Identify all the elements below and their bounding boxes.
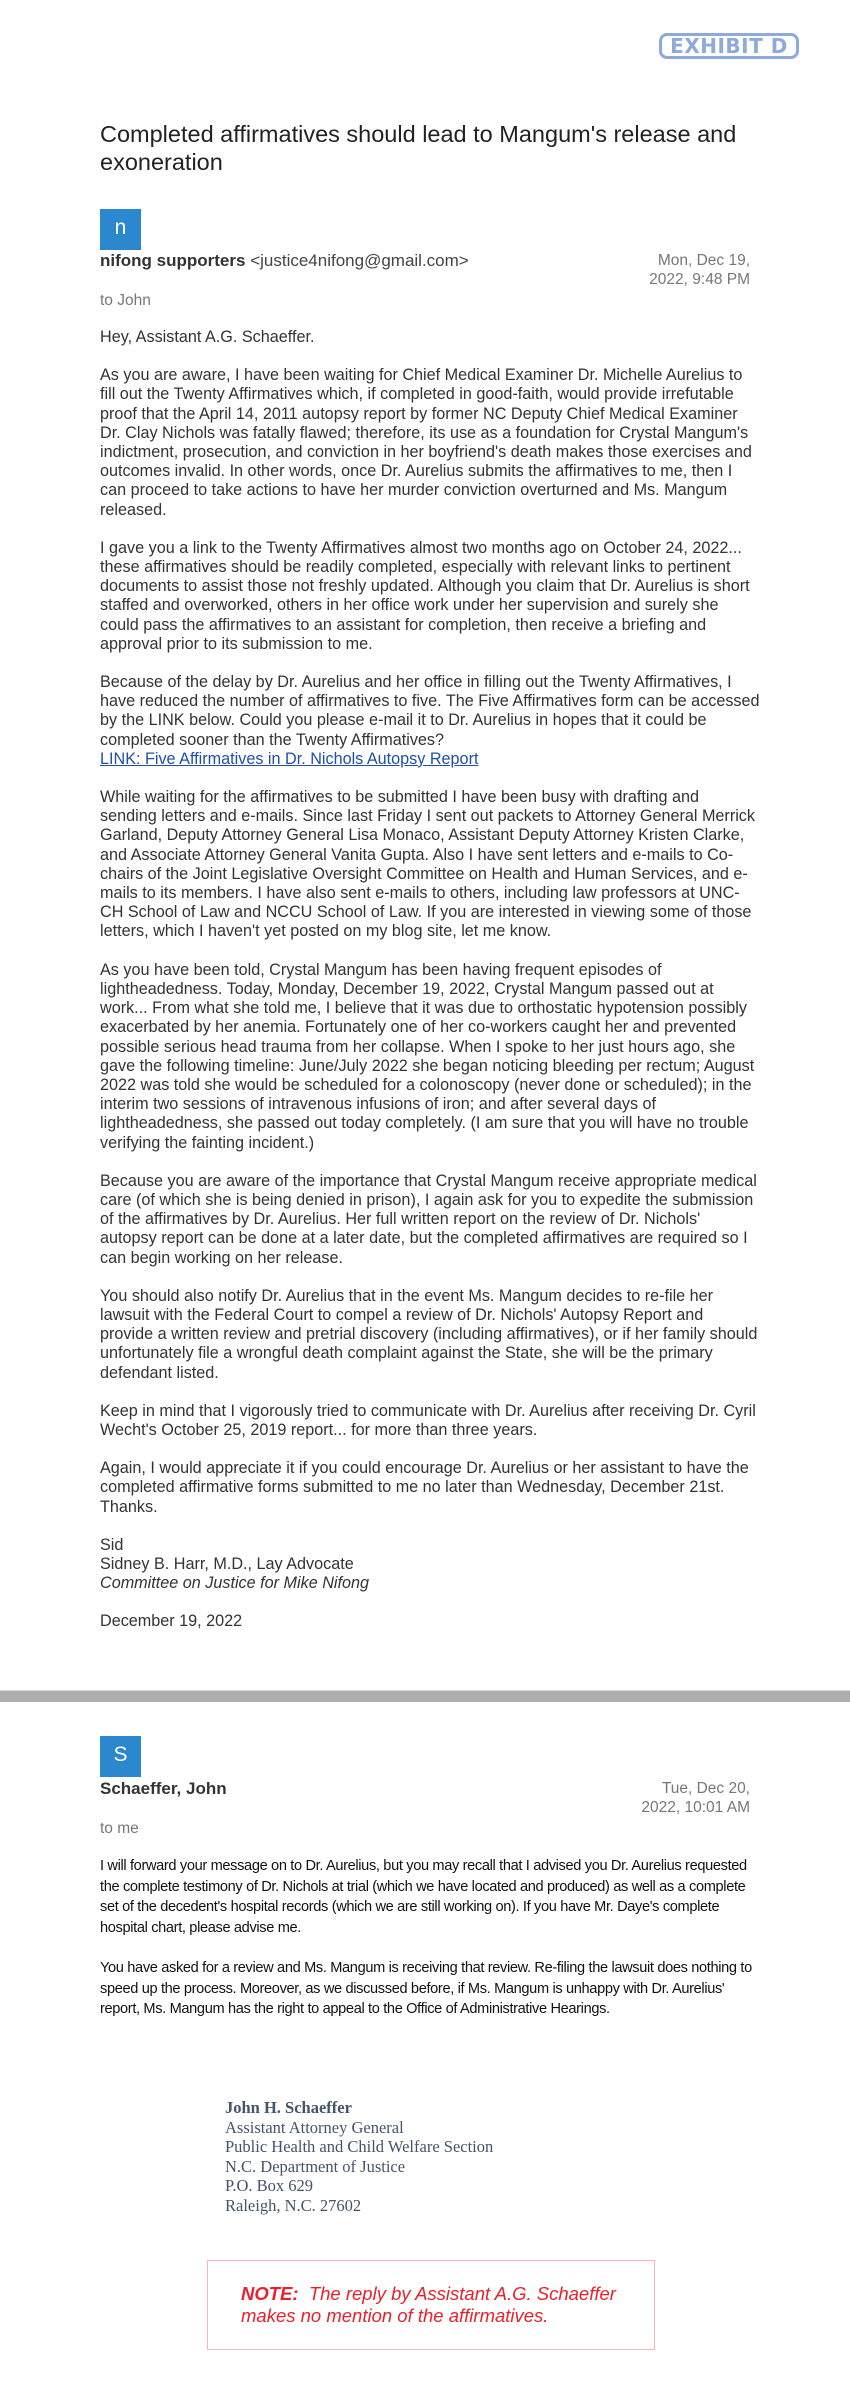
sender-name: nifong supporters [100,251,246,270]
sender-avatar: n [100,209,141,250]
signature-line: Raleigh, N.C. 27602 [225,2195,362,2215]
signature-name: Sidney B. Harr, M.D., Lay Advocate [100,1554,354,1573]
message2-sender [100,1779,227,1799]
note-text [241,2283,651,2327]
signature-block [100,1536,760,1594]
signature-name: John H. Schaeffer [225,2098,352,2117]
date-line-2: 2022, 9:48 PM [649,271,750,288]
message2-date [550,1779,750,1817]
message2-signature [225,2098,493,2215]
signature-line: N.C. Department of Justice [225,2156,406,2176]
signature-line: Assistant Attorney General [225,2117,404,2137]
paragraph: Because of the delay by Dr. Aurelius and her office in filling out the Twenty Affirmatives, I have reduced the number of affirmatives to five. The Five Affirmatives form can be accessed by the LINK below. Could you please e-mail it to Dr. Aurelius in hopes that it could be completed sooner than the Twenty Affirmatives? [100,673,760,749]
paragraph: As you are aware, I have been waiting for Chief Medical Examiner Dr. Michelle Aurelius to fill out the Twenty Affirmatives which, if completed in good-faith, would provide irrefutable proof that the April 14, 2011 autopsy report by former NC Deputy Chief Medical Examiner Dr. Clay Nichols was fatally flawed; therefore, its use as a foundation for Crystal Mangum's indictment, prosecution, and conviction in her boyfriend's death makes those exercises and outcomes invalid. In other words, once Dr. Aurelius submits the affirmatives to me, then I can proceed to take actions to have her murder conviction overturned and Ms. Mangum released. [100,366,752,519]
email-subject: Completed affirmatives should lead to Mangum's release and exoneration [100,121,737,175]
date-line-1: Mon, Dec 19, [657,252,750,269]
date-line-1: Tue, Dec 20, [661,1780,750,1797]
paragraph: While waiting for the affirmatives to be submitted I have been busy with drafting and sending letters and e-mails. Since last Friday I sent out packets to Attorney General Merrick Garland, Deputy Attorney General Lisa Monaco, Assistant Deputy Attorney Kristen Clarke, and Associate Attorney General Vanita Gupta. Also I have sent letters and e-mails to Co-chairs of the Joint Legislative Oversight Committee on Health and Human Services, and e-mails to its members. I have also sent e-mails to others, including law professors at UNC-CH School of Law and NCCU School of Law. If you are interested in viewing some of those letters, which I haven't yet posted on my blog site, let me know. [100,788,755,941]
signature-org: Committee on Justice for Mike Nifong [100,1574,369,1593]
five-affirmatives-link[interactable]: LINK: Five Affirmatives in Dr. Nichols Autopsy Report [100,749,479,768]
message1-sender [100,251,469,271]
message1-date [550,251,750,289]
message1-body [100,328,760,1651]
paragraph: You have asked for a review and Ms. Mangum is receiving that review. Re-filing the lawsuit does nothing to speed up the process. Moreover, as we discussed before, if Ms. Mangum is unhappy with Dr. Aurelius' report, Ms. Mangum has the right to appeal to the Office of Administrative Hearings. [100,1960,752,2017]
paragraph: Keep in mind that I vigorously tried to communicate with Dr. Aurelius after receiving Dr. Cyril Wecht's October 25, 2019 report... for more than three years. [100,1401,756,1439]
message1-recipient: to John [100,292,151,309]
paragraph: I will forward your message on to Dr. Aurelius, but you may recall that I advised you Dr. Aurelius requested the complete testimony of Dr. Nichols at trial (which we have located and produced) as well as a complete set of the decedent's hospital records (which we are still working on). If you have Mr. Daye's complete hospital chart, please advise me. [100,1858,747,1936]
greeting: Hey, Assistant A.G. Schaeffer. [100,328,315,346]
note-body: The reply by Assistant A.G. Schaeffer makes no mention of the affirmatives. [241,2283,616,2326]
signature-line: P.O. Box 629 [225,2176,314,2195]
message-separator [0,1690,850,1702]
signature-short: Sid [100,1535,124,1554]
sender-name: Schaeffer, John [100,1779,227,1798]
message2-recipient: to me [100,1820,139,1837]
paragraph: As you have been told, Crystal Mangum has been having frequent episodes of lightheadedness. Today, Monday, December 19, 2022, Crystal Mangum passed out at work... From what she told me, I believe that it was due to orthostatic hypotension possibly exacerbated by her anemia. Fortunately one of her co-workers caught her and prevented possible serious head trauma from her collapse. When I spoke to her just hours ago, she gave the following timeline: June/July 2022 she began noticing bleeding per rectum; August 2022 was told she would be scheduled for a colonoscopy (never done or scheduled); in the interim two sessions of intravenous infusions of iron; and after several days of lightheadedness, she passed out today completely. (I am sure that you will have no trouble verifying the fainting incident.) [100,960,755,1152]
closing-date: December 19, 2022 [100,1612,243,1631]
paragraph: I gave you a link to the Twenty Affirmatives almost two months ago on October 24, 2022... these affirmatives should be readily completed, especially with relevant links to pertinent documents to assist those not freshly updated. Although you claim that Dr. Aurelius is short staffed and overworked, others in her office work under her supervision and surely she could pass the affirmatives to an assistant for completion, then receive a briefing and approval prior to its submission to me. [100,538,750,653]
signature-line: Public Health and Child Welfare Section [225,2137,494,2156]
message2-body [100,1856,760,2040]
date-line-2: 2022, 10:01 AM [641,1799,750,1816]
note-label: NOTE: [241,2283,299,2304]
sender-email: <justice4nifong@gmail.com> [250,251,469,270]
paragraph: Again, I would appreciate it if you could encourage Dr. Aurelius or her assistant to have the completed affirmative forms submitted to me no later than Wednesday, December 21st. Thanks. [100,1459,749,1516]
paragraph: Because you are aware of the importance that Crystal Mangum receive appropriate medical care (of which she is being denied in prison), I again ask for you to expedite the submission of the affirmatives by Dr. Aurelius. Her full written report on the review of Dr. Nichols' autopsy report can be done at a later date, but the completed affirmatives are required so I can begin working on her release. [100,1171,757,1267]
note-box [207,2260,655,2350]
exhibit-label: EXHIBIT D [659,33,799,59]
sender-avatar: S [100,1736,141,1777]
paragraph: You should also notify Dr. Aurelius that in the event Ms. Mangum decides to re-file her lawsuit with the Federal Court to compel a review of Dr. Nichols' Autopsy Report and provide a written review and pretrial discovery (including affirmatives), or if her family should unfortunately file a wrongful death complaint against the State, she will be the primary defendant listed. [100,1286,758,1382]
